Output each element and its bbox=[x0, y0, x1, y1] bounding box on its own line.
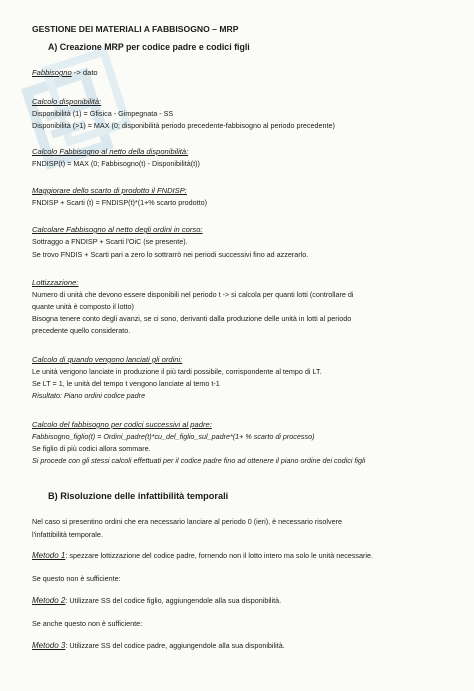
calcolo-disponibilita-heading: Calcolo disponibilità: bbox=[32, 97, 102, 106]
fndisp-formula: FNDISP(t) = MAX (0; Fabbisogno(t) - Disponibilità(t)) bbox=[32, 159, 200, 168]
not-enough-2: Se anche questo non è sufficiente: bbox=[32, 619, 143, 628]
metodo-3-label: Metodo 3 bbox=[32, 641, 66, 650]
lanciati-line-2: Se LT = 1, le unità del tempo t vengono lanciate al temo t-1 bbox=[32, 379, 220, 388]
fabbisogno-line bbox=[32, 68, 98, 77]
metodo-2-line bbox=[32, 596, 281, 605]
section-a-heading: A) Creazione MRP per codice padre e codici figli bbox=[48, 42, 250, 52]
fabbisogno-rest: -> dato bbox=[71, 68, 98, 77]
maggiorare-heading: Maggiorare dello scarto di prodotto il FNDISP: bbox=[32, 186, 187, 195]
lottizzazione-line-2: quante unità è composto il lotto) bbox=[32, 302, 134, 311]
figli-formula: Fabbisogno_figlio(t) = Ordini_padre(t)*cu_del_figlio_sul_padre*(1+ % scarto di processo) bbox=[32, 432, 315, 441]
lanciati-result: Risultato: Piano ordini codice padre bbox=[32, 391, 146, 400]
ordini-corso-line-2: Se trovo FNDIS + Scarti pari a zero lo sottrarrò nei periodi successivi fino ad azzerarlo. bbox=[32, 250, 309, 259]
ordini-corso-heading: Calcolare Fabbisogno al netto degli ordini in corso: bbox=[32, 225, 203, 234]
lottizzazione-line-4: precedente quello considerato. bbox=[32, 326, 131, 335]
disponibilita-line-2: Disponibilità (>1) = MAX (0; disponibilità periodo precedente-fabbisogno al periodo precedente) bbox=[32, 121, 335, 130]
scarti-formula: FNDISP + Scarti (t) = FNDISP(t)*(1+% scarto prodotto) bbox=[32, 198, 208, 207]
lanciati-heading: Calcolo di quando vengono lanciati gli ordini: bbox=[32, 355, 183, 364]
section-b-heading: B) Risoluzione delle infattibilità temporali bbox=[48, 491, 229, 501]
figli-line-2: Se figlio di più codici allora sommare. bbox=[32, 444, 151, 453]
metodo-2-text: : Utilizzare SS del codice figlio, aggiungendole alla sua disponibilità. bbox=[65, 596, 282, 605]
lottizzazione-line-1: Numero di unità che devono essere disponibili nel periodo t -> si calcola per quanti lotti (controllare di bbox=[32, 290, 354, 299]
metodo-3-line bbox=[32, 641, 285, 650]
not-enough-1: Se questo non è sufficiente: bbox=[32, 574, 121, 583]
page-title: GESTIONE DEI MATERIALI A FABBISOGNO – MRP bbox=[32, 24, 239, 34]
figli-line-3: Si procede con gli stessi calcoli effettuati per il codice padre fino ad ottenere il piano ordine dei codici figli bbox=[32, 456, 366, 465]
fabbisogno-netto-heading: Calcolo Fabbisogno al netto della disponibilità: bbox=[32, 147, 189, 156]
section-b-intro-2: l'infattibilità temporale. bbox=[32, 530, 103, 539]
figli-heading: Calcolo del fabbisogno per codici successivi al padre: bbox=[32, 420, 212, 429]
lottizzazione-line-3: Bisogna tenere conto degli avanzi, se ci sono, derivanti dalla produzione delle unità in lotti al periodo bbox=[32, 314, 352, 323]
ordini-corso-line-1: Sottraggo a FNDISP + Scarti l'OiC (se presente). bbox=[32, 237, 188, 246]
metodo-1-text: : spezzare lottizzazione del codice padre, fornendo non il lotto intero ma solo le unità necessarie. bbox=[65, 551, 374, 560]
metodo-1-label: Metodo 1 bbox=[32, 551, 66, 560]
metodo-3-text: : Utilizzare SS del codice padre, aggiungendole alla sua disponibilità. bbox=[65, 641, 285, 650]
lanciati-line-1: Le unità vengono lanciate in produzione il più tardi possibile, corrispondente al tempo di LT. bbox=[32, 367, 322, 376]
metodo-1-line bbox=[32, 551, 373, 560]
fabbisogno-label: Fabbisogno bbox=[32, 68, 72, 77]
section-b-intro-1: Nel caso si presentino ordini che era necessario lanciare al periodo 0 (ieri), è necessario risolvere bbox=[32, 517, 343, 526]
disponibilita-line-1: Disponibilità (1) = Gfisica - Gimpegnata - SS bbox=[32, 109, 174, 118]
metodo-2-label: Metodo 2 bbox=[32, 596, 66, 605]
lottizzazione-heading: Lottizzazione: bbox=[32, 278, 79, 287]
